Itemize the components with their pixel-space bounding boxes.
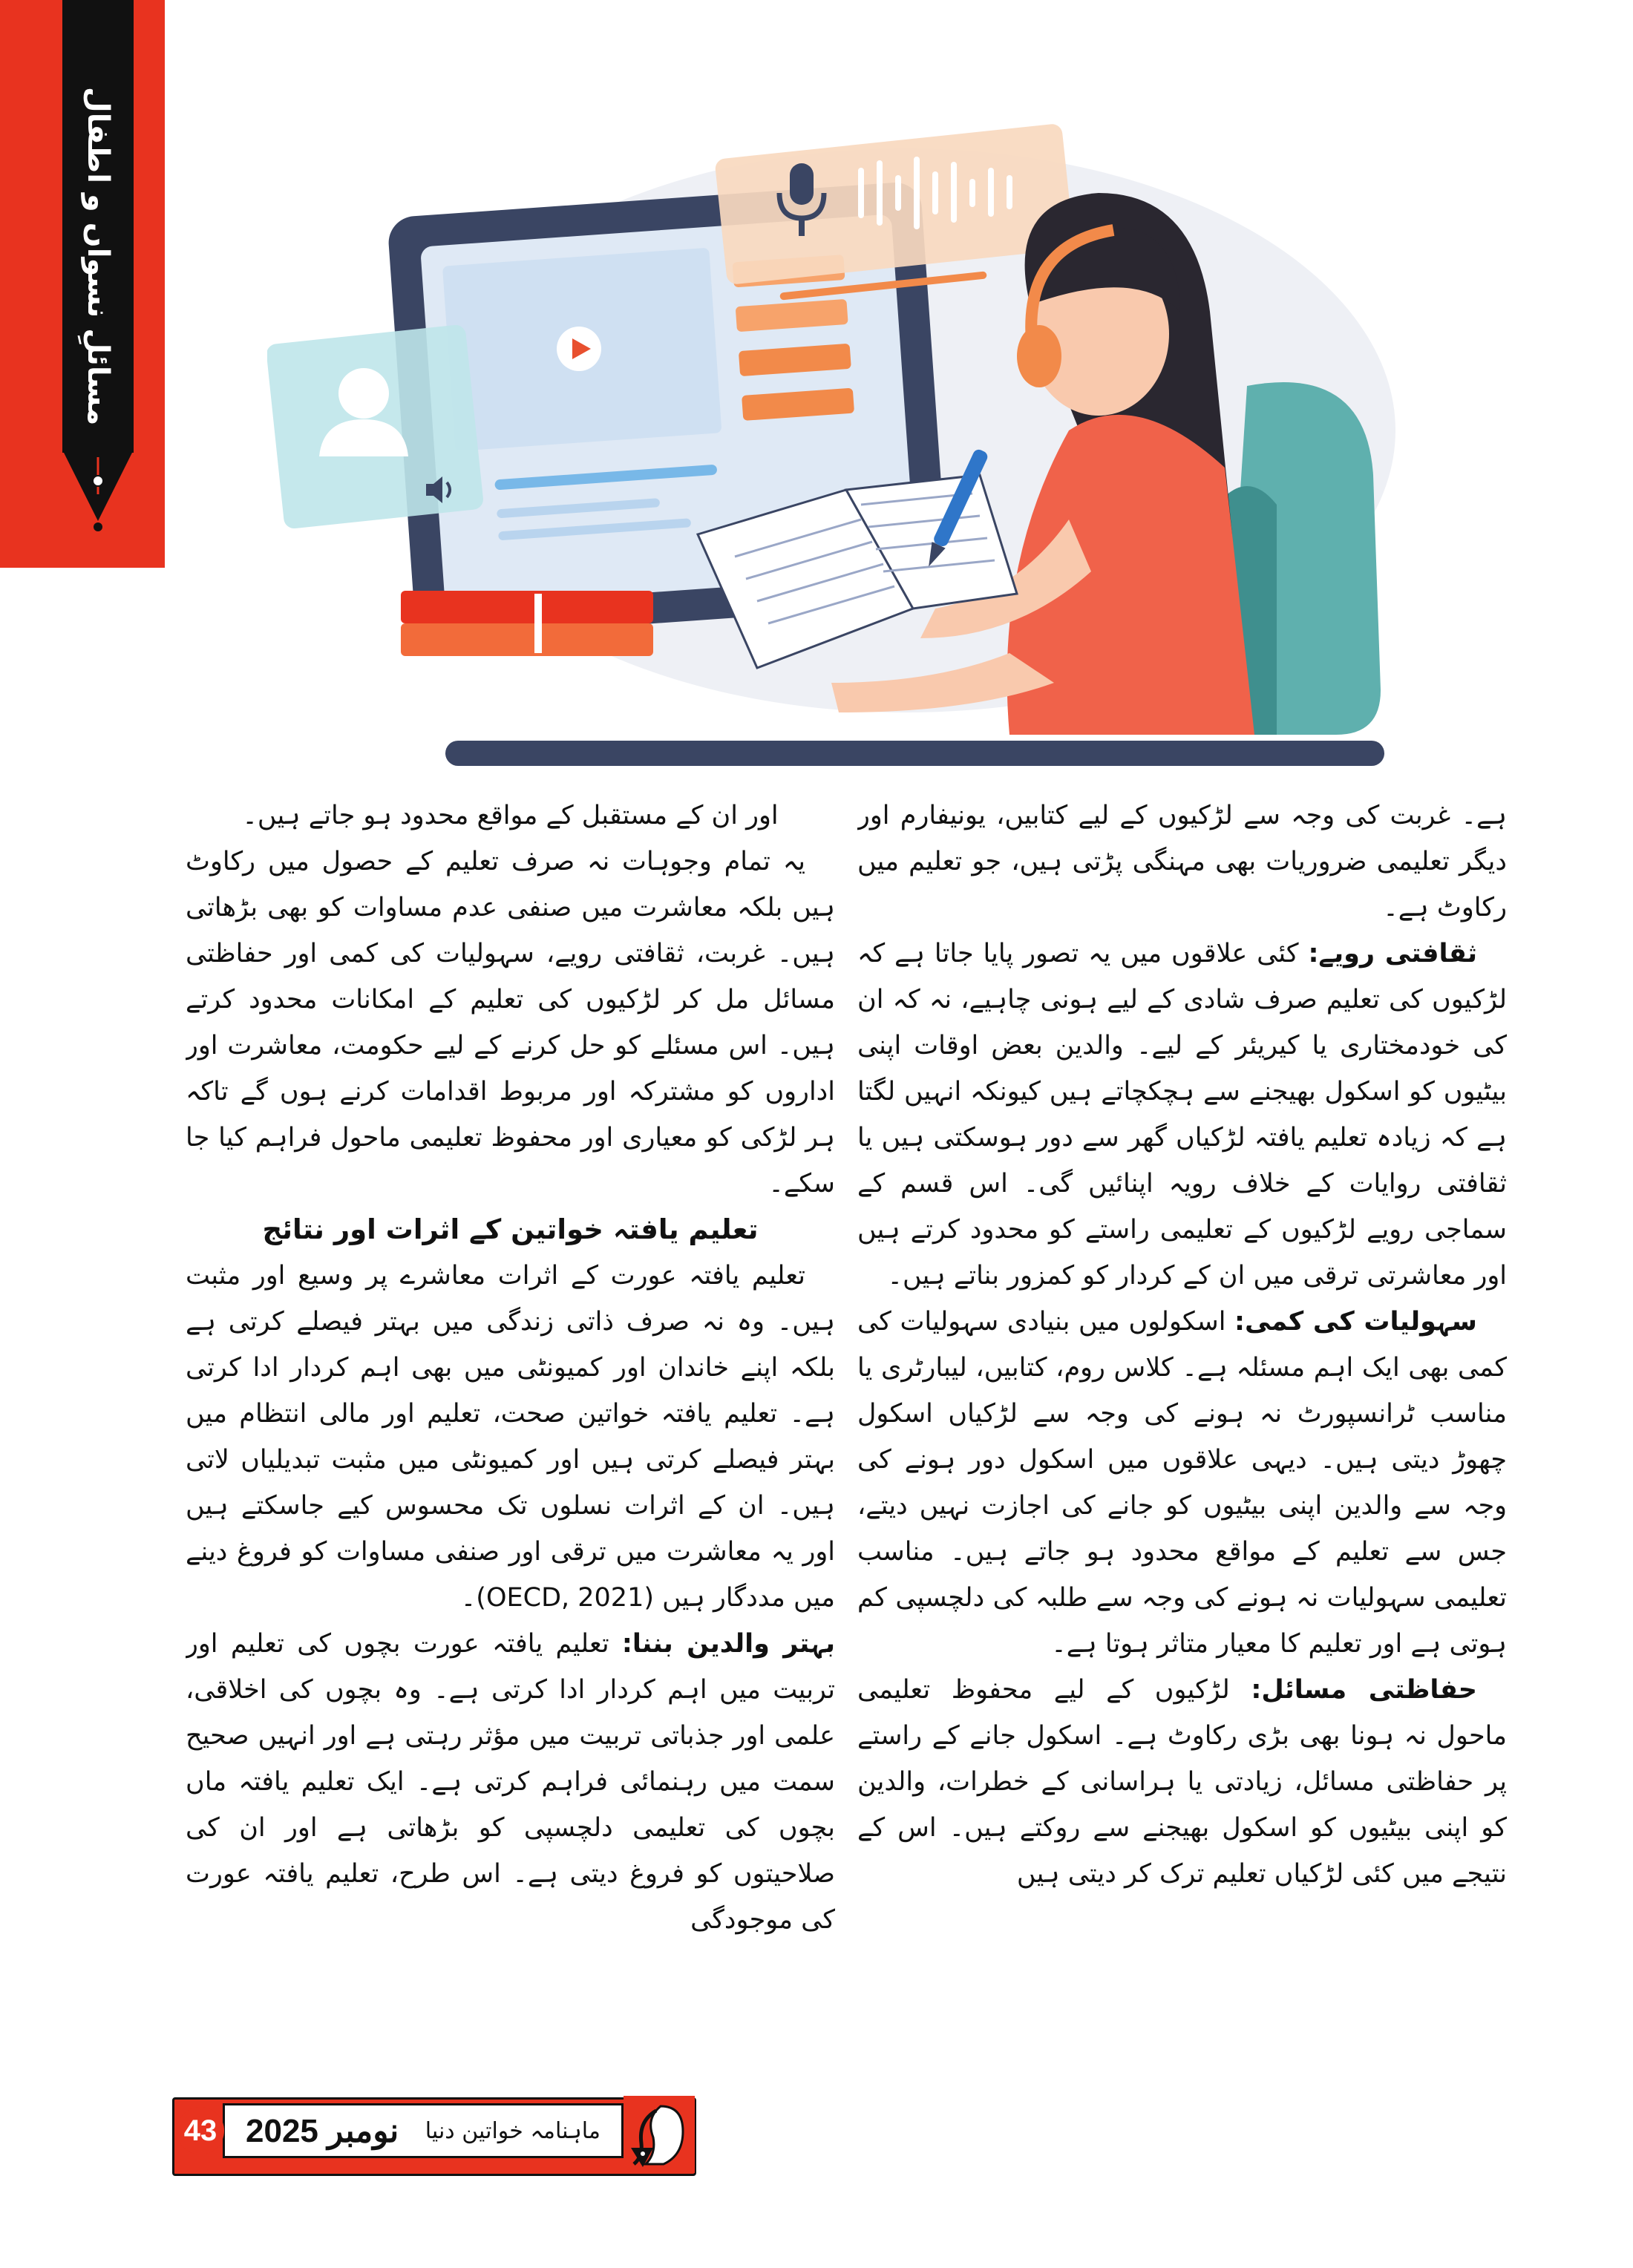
reader-logo-icon <box>624 2096 695 2173</box>
paragraph <box>186 1621 835 1943</box>
page-number: 43 <box>177 2107 224 2154</box>
paragraph-term: حفاظتی مسائل: <box>1251 1675 1477 1705</box>
article-column-left <box>186 793 835 2069</box>
play-icon <box>557 327 601 371</box>
magazine-name: ماہنامہ خواتین دنیا <box>425 2117 600 2144</box>
pen-nib-icon <box>62 450 134 531</box>
section-heading: تعلیم یافتہ خواتین کے اثرات اور نتائج <box>262 1213 759 1245</box>
paragraph: یہ تمام وجوہات نہ صرف تعلیم کے حصول میں رکاوٹ ہیں بلکہ معاشرت میں صنفی عدم مساوات کو بھی بڑھاتی ہیں۔ غربت، ثقافتی رویے، سہولیات کی کمی اور حفاظتی مسائل مل کر لڑکیوں کی تعلیم کے امکانات محدود کرتے ہیں۔ اس مسئلے کو حل کرنے کے لیے حکومت، معاشرت اور اداروں کو مشترکہ اور مربوط اقدامات کرنے ہوں گے تاکہ ہر لڑکی کو معیاری اور محفوظ تعلیمی ماحول فراہم کیا جا سکے۔ <box>186 847 835 1199</box>
footer-label <box>223 2103 624 2158</box>
paragraph: اور ان کے مستقبل کے مواقع محدود ہو جاتے ہیں۔ <box>242 801 779 830</box>
section-title <box>68 82 128 430</box>
paragraph-term: بہتر والدین بننا: <box>621 1629 835 1659</box>
issue-date: نومبر 2025 <box>246 2112 399 2149</box>
article-column-right <box>857 793 1507 2069</box>
paragraph-term: ثقافتی رویے: <box>1308 939 1478 969</box>
paragraph-body: اسکولوں میں بنیادی سہولیات کی کمی بھی ایک اہم مسئلہ ہے۔ کلاس روم، کتابیں، لیبارٹری یا مناسب ٹرانسپورٹ نہ ہونے کی وجہ سے لڑکیاں اسکول چھوڑ دیتی ہیں۔ دیہی علاقوں میں اسکول دور ہونے کی وجہ سے والدین اپنی بیٹیوں کو جانے کی اجازت نہیں دیتے، جس سے تعلیم کے مواقع محدود ہو جاتے ہیں۔ مناسب تعلیمی سہولیات نہ ہونے کی وجہ سے طلبہ کی دلچسپی کم ہوتی ہے اور تعلیم کا معیار متاثر ہوتا ہے۔ <box>857 1307 1507 1659</box>
hero-illustration <box>267 119 1440 772</box>
paragraph: تعلیم یافتہ عورت کے اثرات معاشرے پر وسیع اور مثبت ہیں۔ وہ نہ صرف ذاتی زندگی میں بہتر فیصلے کرتی ہے بلکہ اپنے خاندان اور کمیونٹی میں بھی اہم کردار ادا کرتی ہے۔ تعلیم یافتہ خواتین صحت، تعلیم اور مالی انتظام میں بہتر فیصلے کرتی ہیں اور کمیونٹی میں مثبت تبدیلیاں لاتی ہیں۔ ان کے اثرات نسلوں تک محسوس کیے جاسکتے ہیں اور یہ معاشرت میں ترقی اور صنفی مساوات کو فروغ دینے میں مددگار ہیں (OECD, 2021)۔ <box>186 1261 835 1613</box>
paragraph-body: لڑکیوں کے لیے محفوظ تعلیمی ماحول نہ ہونا بھی بڑی رکاوٹ ہے۔ اسکول جانے کے راستے پر حفاظتی مسائل، زیادتی یا ہراسانی کے خطرات، والدین کو اپنی بیٹیوں کو اسکول بھیجنے سے روکتے ہیں۔ اس کے نتیجے میں کئی لڑکیاں تعلیم ترک کر دیتی ہیں <box>857 1675 1507 1889</box>
paragraph-term: سہولیات کی کمی: <box>1234 1307 1477 1337</box>
books <box>401 591 653 656</box>
paragraph: ہے۔ غربت کی وجہ سے لڑکیوں کے لیے کتابیں، یونیفارم اور دیگر تعلیمی ضروریات بھی مہنگی پڑتی ہیں، جو تعلیم میں رکاوٹ ہے۔ <box>857 801 1507 922</box>
desk <box>445 741 1384 766</box>
paragraph-body: تعلیم یافتہ عورت بچوں کی تعلیم اور تربیت میں اہم کردار ادا کرتی ہے۔ وہ بچوں کی اخلاقی، علمی اور جذباتی تربیت میں مؤثر رہتی ہے اور انہیں صحیح سمت میں رہنمائی فراہم کرتی ہے۔ ایک تعلیم یافتہ ماں بچوں کی تعلیمی دلچسپی کو بڑھاتی ہے اور ان کی صلاحیتوں کو فروغ دیتی ہے۔ اس طرح، تعلیم یافتہ عورت کی موجودگی <box>186 1629 835 1935</box>
paragraph <box>857 931 1507 1299</box>
paragraph <box>857 1299 1507 1667</box>
user-card <box>267 324 484 530</box>
section-title-text: مسائلِ نسواں و اطفال <box>81 86 115 426</box>
paragraph-body: کئی علاقوں میں یہ تصور پایا جاتا ہے کہ لڑکیوں کی تعلیم صرف شادی کے لیے ہونی چاہیے، نہ کہ ان کی خودمختاری یا کیریئر کے لیے۔ والدین بعض اوقات اپنی بیٹیوں کو اسکول بھیجنے سے ہچکچاتے ہیں کیونکہ انہیں لگتا ہے کہ زیادہ تعلیم یافتہ لڑکیاں گھر سے دور ہوسکتی ہیں یا ثقافتی روایات کے خلاف رویہ اپنائیں گی۔ اس قسم کے سماجی رویے لڑکیوں کے تعلیمی راستے کو محدود کرتے ہیں اور معاشرتی ترقی میں ان کے کردار کو کمزور بناتے ہیں۔ <box>857 939 1507 1291</box>
paragraph <box>857 1667 1507 1897</box>
